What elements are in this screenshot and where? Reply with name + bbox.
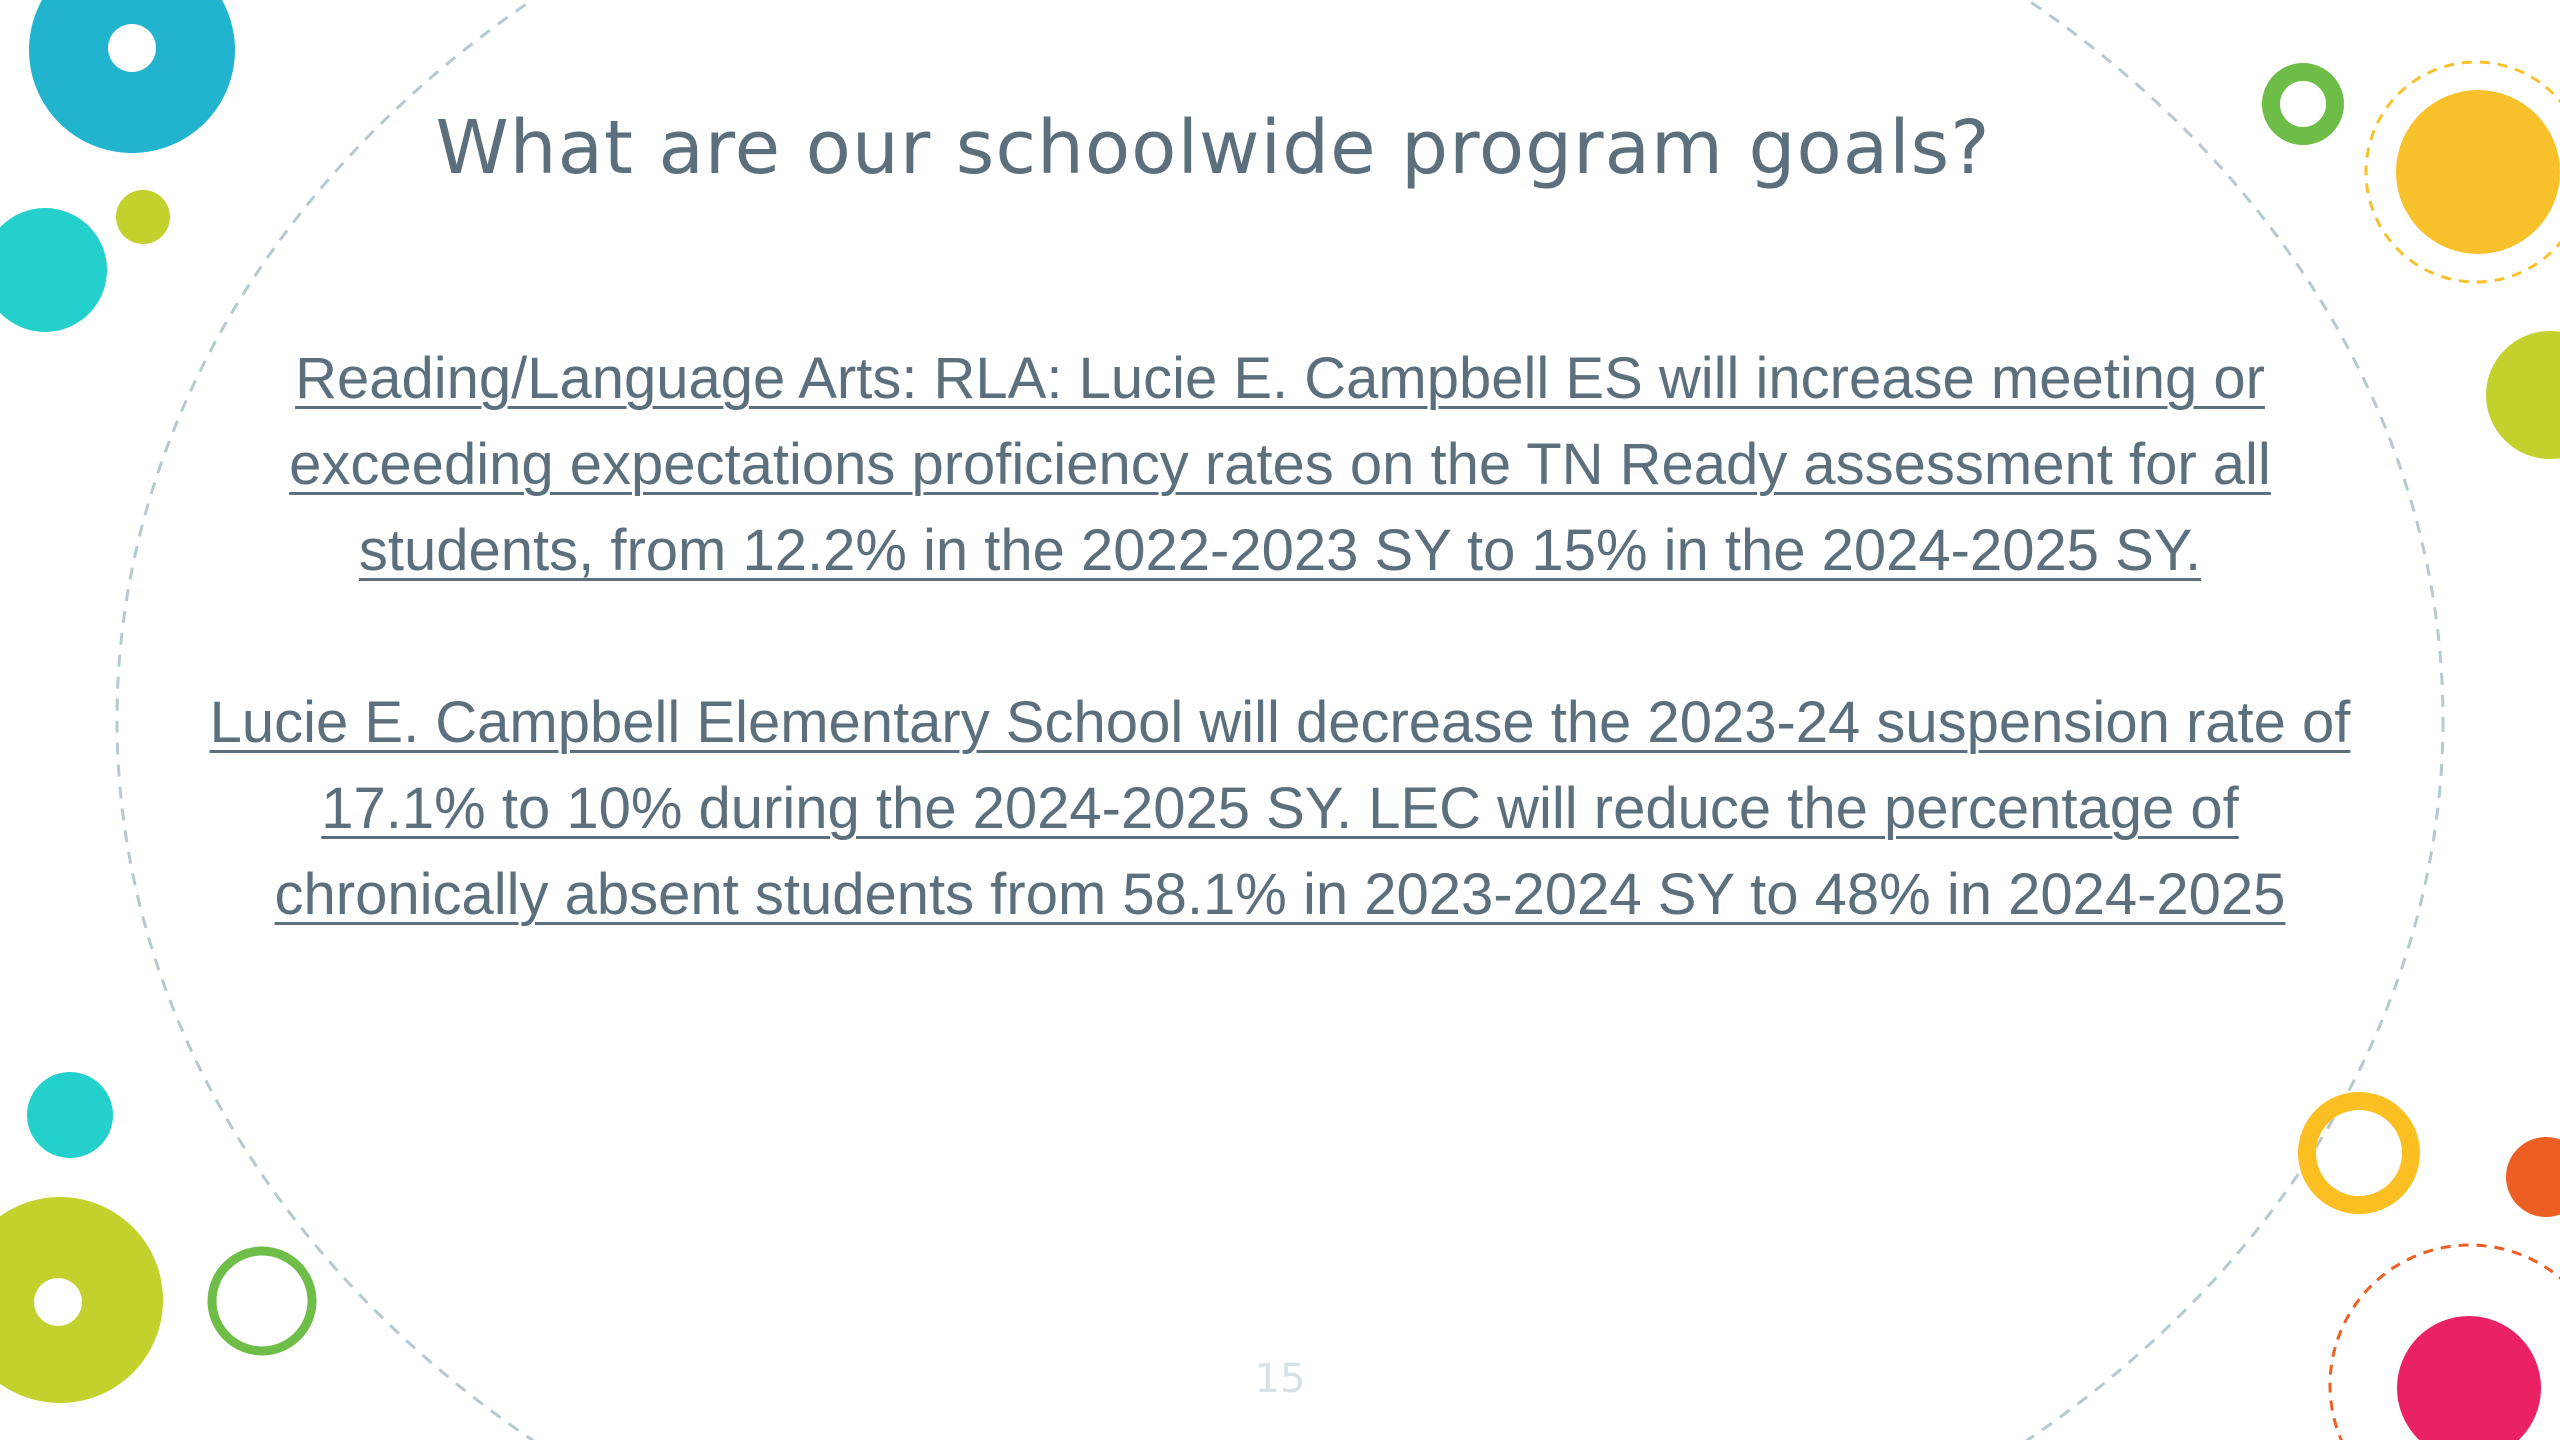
white-dot-decoration xyxy=(108,24,156,72)
rla-goal-paragraph: Reading/Language Arts: RLA: Lucie E. Campbell ES will increase meeting or exceeding expectations proficiency rates on the TN Ready assessment for all students, from 12.2% in the 2022-2023 SY to 15% in the 2024-2025 SY. xyxy=(289,346,2271,583)
white-dot-decoration xyxy=(34,1278,82,1326)
orange-circle-decoration xyxy=(2506,1137,2560,1217)
lime-circle-decoration xyxy=(2486,331,2560,459)
slide-title: What are our schoolwide program goals? xyxy=(435,105,1991,191)
yellow-ring-decoration xyxy=(2307,1101,2411,1205)
attendance-goal-paragraph: Lucie E. Campbell Elementary School will decrease the 2023-24 suspension rate of 17.1% to 10% during the 2024-2025 SY. LEC will reduce the percentage of chronically absent students from 58.1% in 2023-2024 SY to 48% in 2024-2025 xyxy=(209,690,2351,927)
green-ring-decoration xyxy=(212,1251,312,1351)
page-number: 15 xyxy=(1254,1356,1306,1402)
teal-circle-decoration xyxy=(0,208,107,332)
teal-dot-decoration xyxy=(27,1072,113,1158)
goals-body xyxy=(200,336,2360,938)
